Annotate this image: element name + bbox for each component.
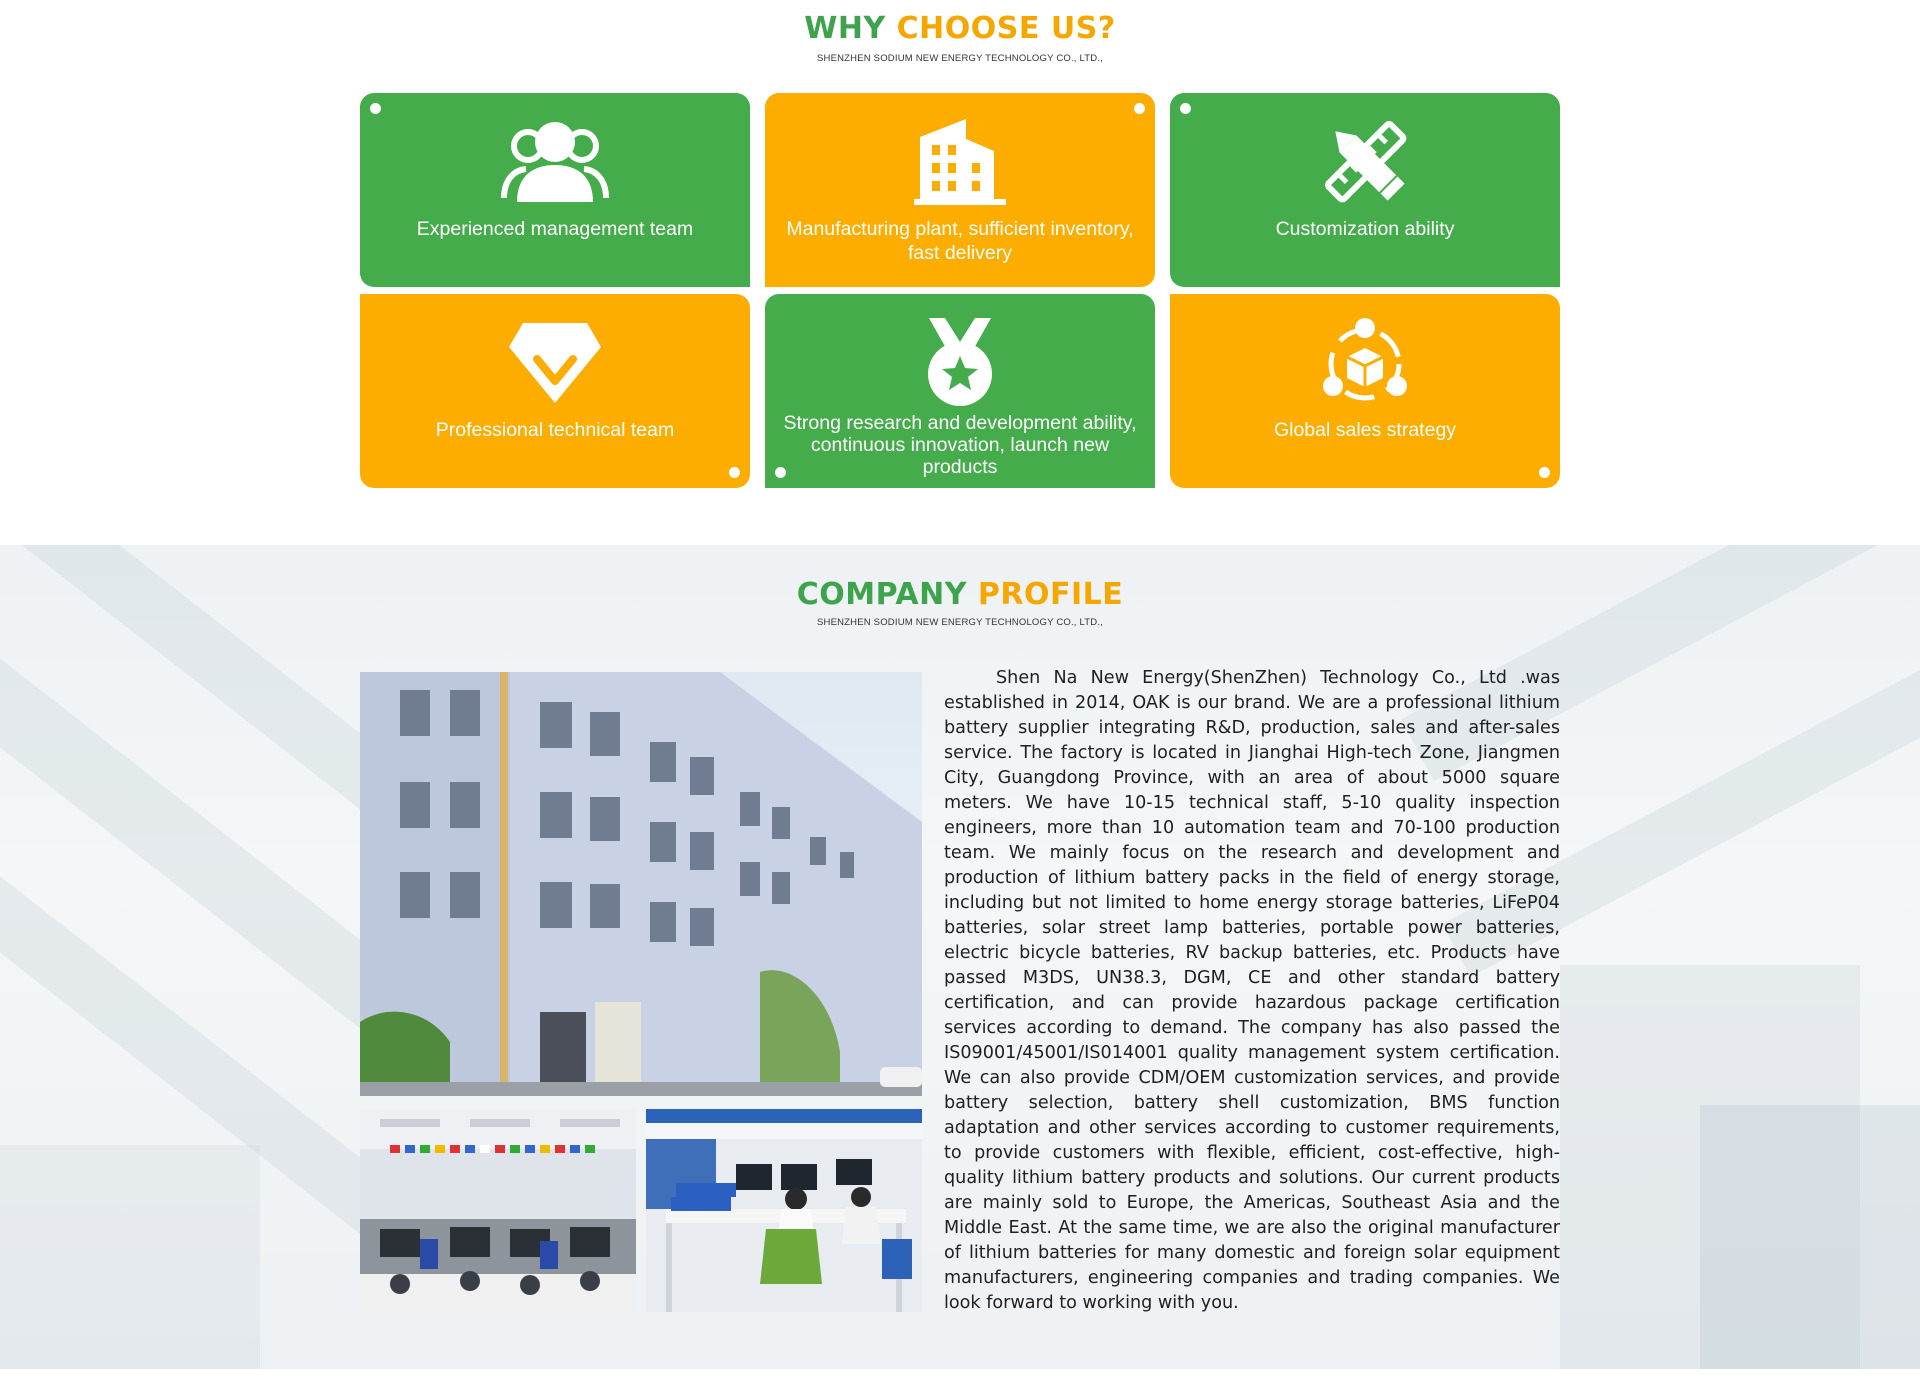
company-profile-text: Shen Na New Energy(ShenZhen) Technology Co., Ltd .was established in 2014, OAK is our brand. We are a professional lithium battery supplier integrating R&D, production, sales and after-sales service. The factory is located in Jianghai High-tech Zone, Jiangmen City, Guangdong Province, with an area of about 5000 square meters. We have 10-15 technical staff, 5-10 quality inspection engineers, more than 10 automation team and 70-100 production team. We mainly focus on the research and development and production of lithium battery packs in the field of energy storage, including but not limited to home energy storage batteries, LiFeP04 batteries, solar street lamp batteries, portable power batteries, electric bicycle batteries, RV backup batteries, etc. Products have passed M3DS, UN38.3, DGM, CE and other standard battery certification, and can provide hazardous package certification services according to demand. The company has also passed the IS09001/45001/IS014001 quality management system certification. We can also provide CDM/OEM customization services, and provide battery selection, battery shell customization, BMS function adaptation and other services according to customer requirements, to provide customers with flexible, efficient, cost-effective, high-quality lithium battery products and solutions. Our current products are mainly sold to Europe, the Americas, Southeast Asia and the Middle East. At the same time, we are also the original manufacturer of lithium batteries for many domestic and foreign solar equipment manufacturers, engineering companies and trading companies. We look forward to working with you.: [944, 668, 1560, 1313]
feature-label: Customization ability: [1275, 218, 1455, 240]
profile-title-part2: PROFILE: [977, 577, 1124, 612]
profile-subtitle: SHENZHEN SODIUM NEW ENERGY TECHNOLOGY CO., LTD.,: [816, 617, 1104, 628]
feature-label: Experienced management team: [416, 218, 694, 240]
feature-label: Global sales strategy: [1273, 419, 1457, 441]
factory-building-photo: [360, 672, 922, 1096]
features-grid: [360, 93, 1560, 488]
why-title-part1: WHY: [804, 11, 886, 46]
profile-title-part1: COMPANY: [796, 577, 967, 612]
feature-card-customization: [1170, 93, 1560, 287]
diamond-icon: [360, 316, 750, 408]
feature-card-research: [765, 294, 1155, 488]
medal-star-icon: [765, 316, 1155, 408]
factory-building-icon: [765, 115, 1155, 207]
feature-card-management: [360, 93, 750, 287]
feature-label: Strong research and development ability, continuous innovation, launch new products: [783, 412, 1137, 478]
team-working-photo: [646, 1109, 922, 1312]
why-title-part2: CHOOSE US?: [896, 11, 1116, 46]
card-dot: [1539, 467, 1550, 478]
office-photo: [360, 1109, 636, 1312]
why-subtitle: SHENZHEN SODIUM NEW ENERGY TECHNOLOGY CO., LTD.,: [816, 53, 1104, 64]
feature-card-global-sales: [1170, 294, 1560, 488]
card-dot: [1180, 103, 1191, 114]
why-choose-us-title: [0, 11, 1920, 46]
feature-label: Professional technical team: [435, 419, 675, 441]
company-profile-title: [0, 577, 1920, 612]
card-dot: [370, 103, 381, 114]
card-dot: [1134, 103, 1145, 114]
team-icon: [360, 115, 750, 207]
feature-card-technical: [360, 294, 750, 488]
global-network-icon: [1170, 316, 1560, 408]
feature-card-manufacturing: [765, 93, 1155, 287]
feature-label: Manufacturing plant, sufficient inventory, fast delivery: [786, 218, 1134, 264]
card-dot: [729, 467, 740, 478]
pencil-ruler-icon: [1170, 115, 1560, 207]
